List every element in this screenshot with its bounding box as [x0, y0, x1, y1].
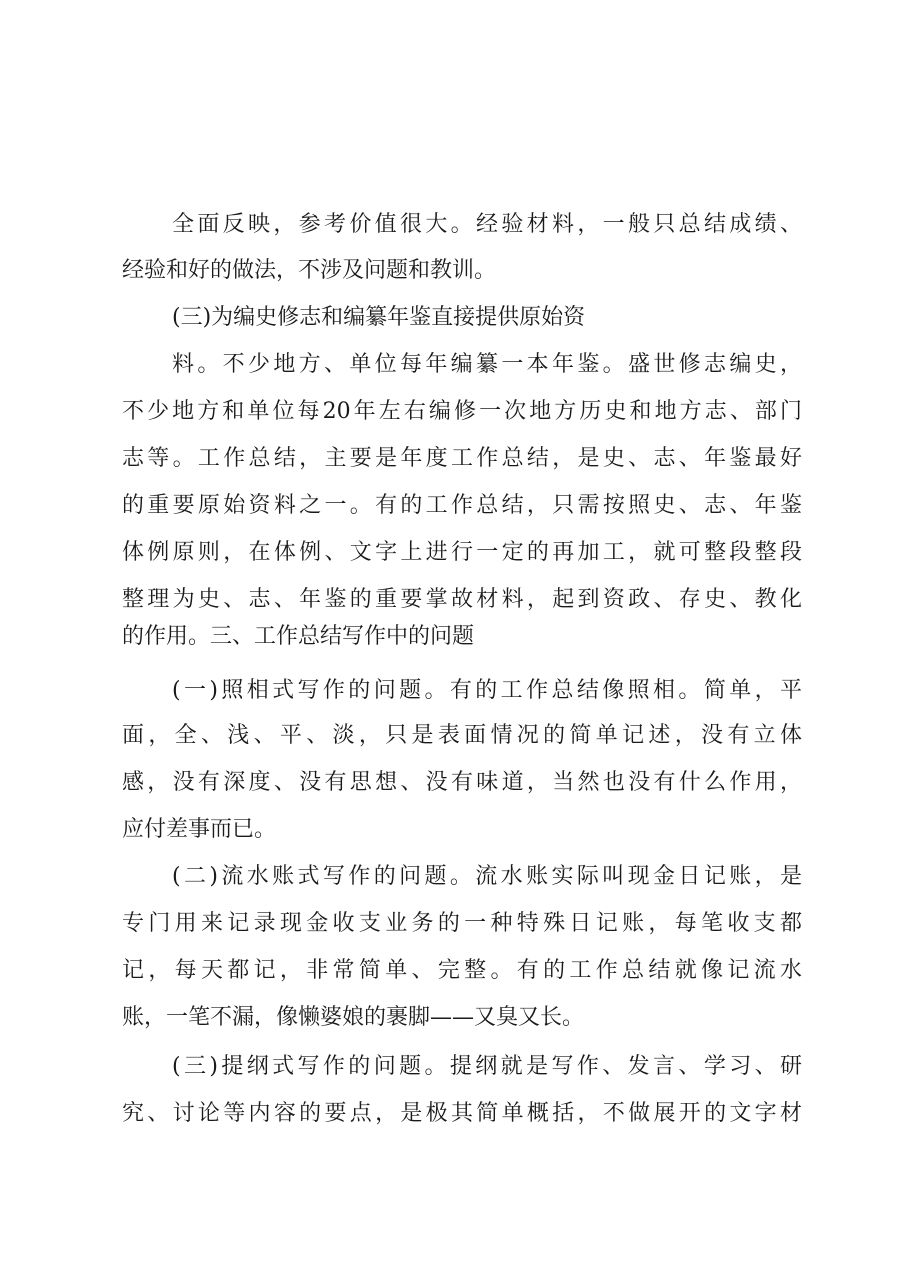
- paragraph-line: (二)流水账式写作的问题。流水账实际叫现金日记账，是: [172, 864, 802, 889]
- paragraph-line: 的作用。三、工作总结写作中的问题: [122, 624, 475, 649]
- paragraph-line: 面，全、浅、平、淡，只是表面情况的简单记述，没有立体: [122, 723, 802, 748]
- paragraph-line: 应付差事而已。: [122, 817, 277, 842]
- paragraph-line: 经验和好的做法，不涉及问题和教训。: [122, 258, 497, 283]
- paragraph-line: (一)照相式写作的问题。有的工作总结像照相。简单，平: [172, 678, 802, 703]
- paragraph-line: 专门用来记录现金收支业务的一种特殊日记账，每笔收支都: [122, 911, 802, 936]
- paragraph-line: 究、讨论等内容的要点，是极其简单概括，不做展开的文字材: [122, 1101, 802, 1126]
- paragraph-line: 账，一笔不漏，像懒婆娘的裹脚——又臭又长。: [122, 1005, 585, 1030]
- paragraph-line: 记，每天都记，非常简单、完整。有的工作总结就像记流水: [122, 958, 802, 983]
- paragraph-line: 的重要原始资料之一。有的工作总结，只需按照史、志、年鉴: [122, 493, 802, 518]
- section-heading-line: (三)为编史修志和编纂年鉴直接提供原始资: [172, 305, 586, 330]
- paragraph-line: 整理为史、志、年鉴的重要掌故材料，起到资政、存史、教化: [122, 587, 802, 612]
- paragraph-line: 不少地方和单位每20年左右编修一次地方历史和地方志、部门: [122, 399, 802, 424]
- paragraph-line: 感，没有深度、没有思想、没有味道，当然也没有什么作用，: [122, 770, 802, 795]
- paragraph-line: 体例原则，在体例、文字上进行一定的再加工，就可整段整段: [122, 540, 802, 565]
- paragraph-line: 全面反映，参考价值很大。经验材料，一般只总结成绩、: [172, 212, 802, 237]
- paragraph-line: 志等。工作总结，主要是年度工作总结，是史、志、年鉴最好: [122, 446, 802, 471]
- paragraph-line: (三)提纲式写作的问题。提纲就是写作、发言、学习、研: [172, 1054, 802, 1079]
- paragraph-line: 料。不少地方、单位每年编纂一本年鉴。盛世修志编史，: [172, 352, 802, 377]
